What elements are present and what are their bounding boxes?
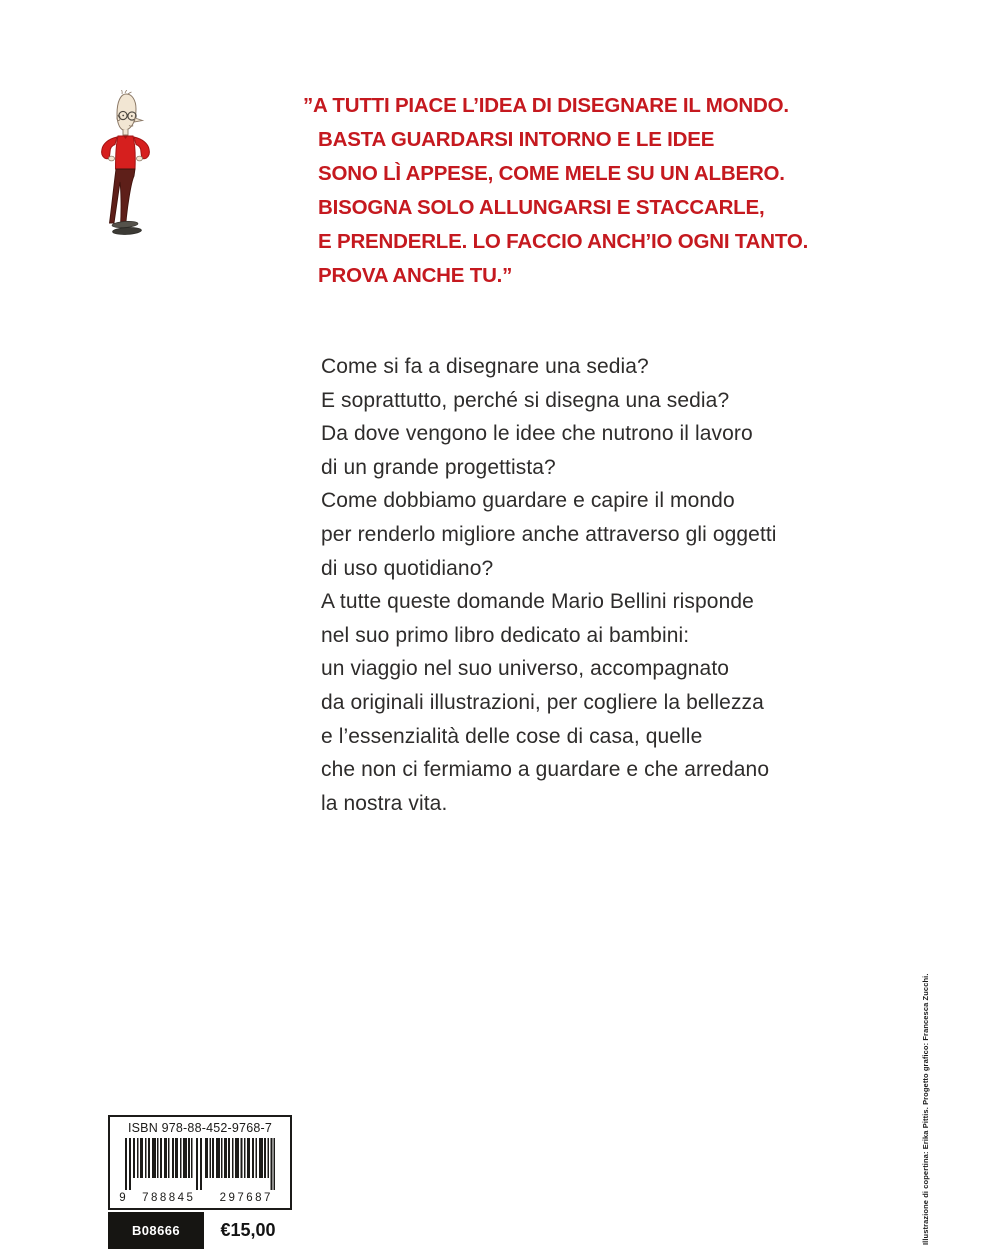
quote-line: PROVA ANCHE TU.” [318,264,513,287]
body-line: la nostra vita. [321,791,448,815]
price: €15,00 [204,1212,292,1249]
body-line: di un grande progettista? [321,455,556,479]
hair-strands [122,90,132,94]
quote-line: E PRENDERLE. LO FACCIO ANCH’IO OGNI TANTO. [318,230,809,253]
man-neck [123,129,128,135]
quote-line: ”A TUTTI PIACE L’IDEA DI DISEGNARE IL MONDO. [303,94,789,117]
body-line: che non ci fermiamo a guardare e che arredano [321,758,770,782]
isbn-label: ISBN 978-88-452-9768-7 [127,1121,273,1135]
quote-line: BASTA GUARDARSI INTORNO E LE IDEE [318,128,715,151]
body-line: Da dove vengono le idee che nutrono il lavoro [321,422,753,446]
man-left-arm [102,137,117,159]
barcode-box [108,1115,292,1210]
body-line: E soprattutto, perché si disegna una sedia? [321,388,730,412]
quote-line: SONO LÌ APPESE, COME MELE SU UN ALBERO. [318,162,785,185]
man-right-arm [134,137,149,159]
isbn-barcode-block [108,1115,292,1249]
man-pants [110,169,136,227]
man-nose [135,118,143,122]
ean-digit-left: 9 [119,1192,126,1204]
body-line: di uso quotidiano? [321,556,494,580]
body-line: nel suo primo libro dedicato ai bambini: [321,623,690,647]
back-cover-description [321,350,777,820]
body-line: per renderlo migliore anche attraverso gli oggetti [321,522,777,546]
quote-line: BISOGNA SOLO ALLUNGARSI E STACCARLE, [318,196,765,219]
cover-quote [303,89,809,293]
ean-digit-group: 297687 [219,1192,273,1204]
man-front-shoe [112,227,141,235]
body-line: A tutte queste domande Mario Bellini risponde [321,590,754,614]
cover-credits: Illustrazione di copertina: Erika Pittis. Progetto grafico: Francesca Zucchi. [921,973,930,1245]
ean-barcode [125,1138,275,1191]
body-line: Come si fa a disegnare una sedia? [321,355,649,378]
man-left-hand [109,156,115,161]
standing-man-illustration [94,90,156,242]
body-line: e l’essenzialità delle cose di casa, quelle [321,724,703,748]
body-line: da originali illustrazioni, per cogliere la bellezza [321,690,764,714]
body-line: Come dobbiamo guardare e capire il mondo [321,489,735,513]
ean-digit-group: 788845 [142,1192,196,1204]
publisher-code: B08666 [108,1212,204,1249]
man-back-shoe [112,221,138,229]
barcode-footer [108,1212,292,1249]
body-line: un viaggio nel suo universo, accompagnato [321,657,730,681]
man-right-hand [137,156,143,161]
man-torso [116,136,136,169]
ean-digits [115,1192,285,1204]
